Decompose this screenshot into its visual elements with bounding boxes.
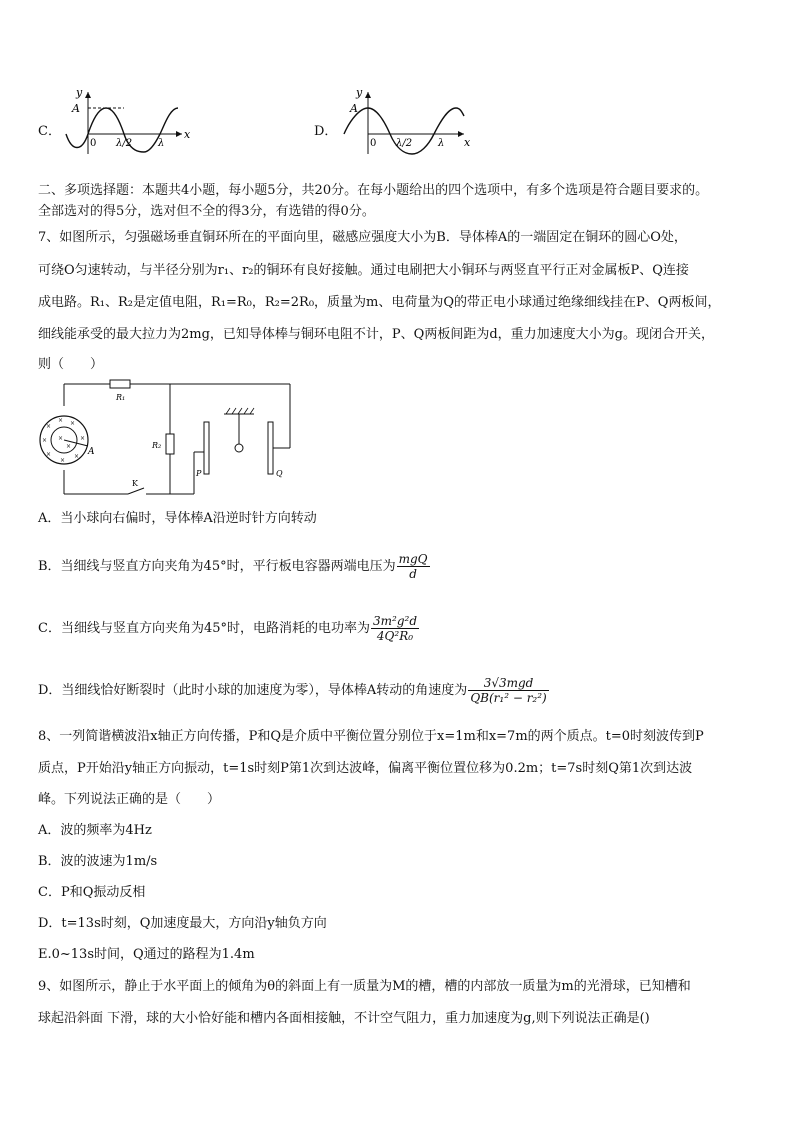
svg-text:×: ×: [70, 420, 76, 427]
q7-option-a: A．当小球向右偏时，导体棒A沿逆时针方向转动: [38, 511, 317, 526]
q7-line2: 可绕O匀速转动，与半径分别为r₁、r₂的铜环有良好接触。通过电刷把大小铜环与两竖直平行正对金属板P、Q连接: [38, 263, 689, 278]
d-amp: A: [350, 102, 358, 115]
rod-a-label: A: [88, 447, 95, 457]
svg-text:×: ×: [58, 417, 64, 424]
q7-option-d-text: D．当细线恰好断裂时（此时小球的加速度为零），导体棒A转动的角速度为: [38, 683, 468, 698]
q8-line2: 质点，P开始沿y轴正方向振动，t=1s时刻P第1次到达波峰，偏离平衡位置位移为0.2m；t=7s时刻Q第1次到达波: [38, 761, 693, 776]
svg-text:×: ×: [46, 451, 52, 458]
svg-text:×: ×: [58, 435, 64, 442]
option-c-label: C．: [38, 124, 61, 139]
svg-text:×: ×: [66, 443, 72, 450]
c-amp: A: [72, 102, 80, 115]
plate-q-label: Q: [276, 469, 283, 478]
resistor-r1: [110, 380, 130, 388]
switch-k: [128, 488, 144, 494]
q8-option-e: E.0~13s时间，Q通过的路程为1.4m: [38, 947, 255, 962]
plate-p: [204, 422, 209, 474]
q7-option-b-num: mgQ: [398, 552, 428, 566]
plate-q: [268, 422, 273, 474]
c-half-lambda: λ/2: [116, 138, 133, 149]
svg-text:×: ×: [74, 453, 80, 460]
option-d-label: D．: [314, 124, 338, 139]
q7-option-b: [38, 552, 430, 581]
q8-option-a: A．波的频率为4Hz: [38, 823, 152, 838]
q7-line5: 则（ ）: [38, 357, 104, 372]
q8-option-b: B．波的波速为1m/s: [38, 854, 158, 869]
q7-option-c-text: C．当细线与竖直方向夹角为45°时，电路消耗的电功率为: [38, 621, 370, 636]
q7-option-d: [38, 676, 549, 705]
q7-option-b-fraction: [397, 552, 430, 581]
q8-line3: 峰。下列说法正确的是（ ）: [38, 792, 221, 807]
c-lambda: λ: [158, 138, 165, 149]
option-c-graph: [60, 86, 200, 158]
q7-option-c-den: 4Q²R₀: [376, 629, 414, 643]
svg-text:×: ×: [46, 423, 52, 430]
svg-text:×: ×: [42, 437, 48, 444]
c-axis-y: y: [76, 86, 83, 99]
resistor-r1-label: R₁: [116, 393, 126, 402]
c-axis-x: x: [184, 128, 191, 141]
q7-option-d-num: 3√3mgd: [468, 676, 548, 691]
q7-circuit-diagram: [36, 378, 296, 500]
c-origin: 0: [90, 138, 97, 149]
q7-line3: 成电路。R₁、R₂是定值电阻，R₁=R₀，R₂=2R₀，质量为m、电荷量为Q的带正电小球通过绝缘细线挂在P、Q两板间，: [38, 295, 721, 310]
q8-line1: 8、一列简谐横波沿x轴正方向传播，P和Q是介质中平衡位置分别位于x=1m和x=7m的两个质点。t=0时刻波传到P: [38, 729, 704, 744]
q7-line4: 细线能承受的最大拉力为2mg，已知导体棒与铜环电阻不计，P、Q两板间距为d，重力加速度大小为g。现闭合开关，: [38, 327, 714, 342]
option-d-graph: [340, 86, 480, 158]
plate-p-label: P: [196, 469, 202, 478]
q9-line2: 球起沿斜面 下滑，球的大小恰好能和槽内各面相接触，不计空气阻力，重力加速度为g,则下列说法正确是(): [38, 1011, 650, 1026]
svg-text:×: ×: [60, 457, 66, 464]
q8-option-d: D．t=13s时刻，Q加速度最大，方向沿y轴负方向: [38, 916, 327, 931]
d-half-lambda: λ/2: [396, 138, 413, 149]
d-axis-x: x: [464, 136, 471, 149]
d-origin: 0: [370, 138, 377, 149]
q7-option-b-den: d: [409, 567, 417, 581]
section2-line2: 全部选对的得5分，选对但不全的得3分，有选错的得0分。: [38, 204, 375, 219]
q7-option-c-num: 3m²g²d: [373, 614, 417, 628]
q7-line1: 7、如图所示，匀强磁场垂直铜环所在的平面向里，磁感应强度大小为B．导体棒A的一端固定在铜环的圆心O处，: [38, 230, 687, 245]
d-lambda: λ: [438, 138, 445, 149]
d-axis-y: y: [356, 86, 363, 99]
q8-option-c: C．P和Q振动反相: [38, 885, 146, 900]
q7-option-b-text: B．当细线与竖直方向夹角为45°时，平行板电容器两端电压为: [38, 559, 396, 574]
charged-ball: [235, 444, 243, 452]
q7-option-c: [38, 614, 419, 643]
q7-option-c-fraction: [371, 614, 419, 643]
section2-line1: 二、多项选择题：本题共4小题，每小题5分，共20分。在每小题给出的四个选项中，有多个选项是符合题目要求的。: [38, 183, 709, 198]
resistor-r2: [166, 434, 174, 454]
q9-line1: 9、如图所示，静止于水平面上的倾角为θ的斜面上有一质量为M的槽，槽的内部放一质量为m的光滑球，已知槽和: [38, 979, 691, 994]
switch-k-label: K: [132, 479, 138, 488]
q7-option-d-den: QB(r₁² − r₂²): [470, 691, 547, 705]
svg-text:×: ×: [80, 435, 86, 442]
resistor-r2-label: R₂: [152, 441, 162, 450]
q7-option-d-fraction: [468, 676, 548, 705]
